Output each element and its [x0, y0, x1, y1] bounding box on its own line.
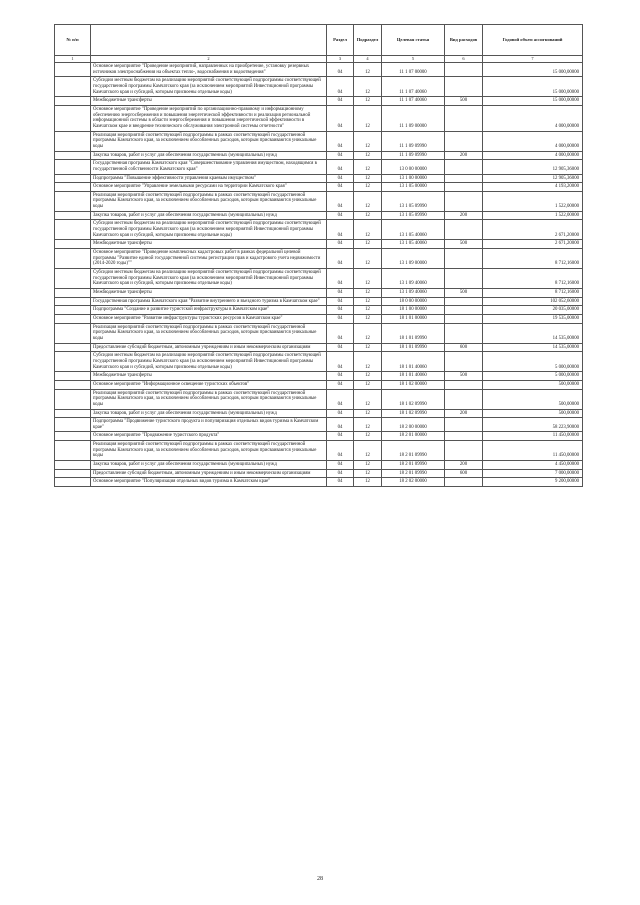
cell-podrazdel: 12 — [354, 289, 382, 298]
cell-name: Субсидии местным бюджетам на реализацию мероприятий соответствующей подпрограммы соответствующей государственной программы Камчатского края (за исключением мероприятий Инвестиционной программы Камчатского края и субсидий, которым присвоены отдельные коды) — [91, 77, 327, 97]
cell-expense-type — [445, 418, 483, 432]
cell-expense-type — [445, 183, 483, 192]
cell-expense-type: 200 — [445, 461, 483, 470]
cell-razdel: 04 — [327, 306, 354, 315]
cell-podrazdel: 12 — [354, 323, 382, 343]
cell-expense-type — [445, 191, 483, 211]
cell-number — [55, 289, 91, 298]
cell-podrazdel: 12 — [354, 191, 382, 211]
cell-number — [55, 323, 91, 343]
cell-name: Основное мероприятие "Проведение мероприятий, направленных на приобретение, установку резервных источников электроснабжения на объектах тепло-, водоснабжения и водоотведения" — [91, 63, 327, 77]
cell-podrazdel: 12 — [354, 151, 382, 160]
cell-amount: 4 000,00000 — [483, 131, 583, 151]
cell-expense-type: 600 — [445, 469, 483, 478]
cell-expense-type — [445, 105, 483, 131]
cell-expense-type — [445, 160, 483, 174]
cell-number — [55, 409, 91, 418]
table-row — [55, 174, 583, 183]
cell-razdel: 04 — [327, 314, 354, 323]
table-row — [55, 314, 583, 323]
cell-number — [55, 174, 91, 183]
cell-name: Подпрограмма "Продвижение туристского продукта и популяризация отдельных видов туризма в Камчатском крае" — [91, 418, 327, 432]
cell-razdel: 04 — [327, 183, 354, 192]
cell-amount: 12 905,36000 — [483, 160, 583, 174]
cell-podrazdel: 12 — [354, 306, 382, 315]
cell-number — [55, 389, 91, 409]
cell-name: Межбюджетные трансферты — [91, 372, 327, 381]
cell-amount: 5 000,00000 — [483, 352, 583, 372]
cell-target-article: 18 2 01 09990 — [382, 461, 445, 470]
cell-target-article: 11 1 09 09990 — [382, 151, 445, 160]
cell-target-article: 18 1 01 09990 — [382, 323, 445, 343]
cell-name: Субсидии местным бюджетам на реализацию мероприятий соответствующей подпрограммы соответствующей государственной программы Камчатского края (за исключением мероприятий Инвестиционной программы Камчатского края и субсидий, которым присвоены отдельные коды) — [91, 352, 327, 372]
cell-razdel: 04 — [327, 151, 354, 160]
cell-podrazdel: 12 — [354, 220, 382, 240]
table-row — [55, 478, 583, 487]
cell-razdel: 04 — [327, 105, 354, 131]
table-row — [55, 432, 583, 441]
table-row — [55, 389, 583, 409]
cell-podrazdel: 12 — [354, 269, 382, 289]
table-row — [55, 469, 583, 478]
cell-podrazdel: 12 — [354, 461, 382, 470]
cell-target-article: 18 2 01 00000 — [382, 432, 445, 441]
cell-amount: 4 000,00000 — [483, 105, 583, 131]
cell-target-article: 13 1 05 40060 — [382, 220, 445, 240]
cell-expense-type: 200 — [445, 409, 483, 418]
cell-razdel: 04 — [327, 352, 354, 372]
cell-expense-type — [445, 269, 483, 289]
cell-expense-type: 500 — [445, 240, 483, 249]
cell-number — [55, 160, 91, 174]
cell-amount: 102 052,60000 — [483, 297, 583, 306]
table-row — [55, 289, 583, 298]
table-row — [55, 372, 583, 381]
header-target-article: Целевая статья — [382, 25, 445, 56]
cell-expense-type — [445, 249, 483, 269]
cell-expense-type — [445, 174, 483, 183]
cell-number — [55, 240, 91, 249]
cell-target-article: 13 1 09 40060 — [382, 289, 445, 298]
cell-razdel: 04 — [327, 461, 354, 470]
cell-target-article: 18 2 02 00000 — [382, 478, 445, 487]
table-row — [55, 211, 583, 220]
cell-amount: 500,00000 — [483, 389, 583, 409]
cell-number — [55, 314, 91, 323]
document-page — [54, 24, 582, 487]
cell-expense-type: 500 — [445, 289, 483, 298]
cell-target-article: 18 1 02 09990 — [382, 389, 445, 409]
cell-number — [55, 191, 91, 211]
cell-amount: 4 000,00000 — [483, 151, 583, 160]
table-row — [55, 297, 583, 306]
cell-amount: 15 000,00000 — [483, 63, 583, 77]
cell-name: Основное мероприятие "Продвижение туристского продукта" — [91, 432, 327, 441]
table-row — [55, 191, 583, 211]
cell-name: Государственная программа Камчатского края "Развитие внутреннего и въездного туризма в Камчатском крае" — [91, 297, 327, 306]
cell-razdel: 04 — [327, 240, 354, 249]
cell-target-article: 13 1 09 00000 — [382, 249, 445, 269]
cell-target-article: 13 1 05 09990 — [382, 191, 445, 211]
cell-razdel: 04 — [327, 389, 354, 409]
cell-podrazdel: 12 — [354, 131, 382, 151]
cell-number — [55, 269, 91, 289]
cell-podrazdel: 12 — [354, 418, 382, 432]
cell-amount: 15 000,00000 — [483, 97, 583, 106]
cell-podrazdel: 12 — [354, 372, 382, 381]
cell-name: Субсидии местным бюджетам на реализацию мероприятий соответствующей подпрограммы соответствующей государственной программы Камчатского края (за исключением мероприятий Инвестиционной программы Камчатского края и субсидий, которым присвоены отдельные коды) — [91, 220, 327, 240]
cell-name: Реализация мероприятий соответствующей подпрограммы в рамках соответствующей государственной программы Камчатского края, за исключением обособленных расходов, которым присваиваются уникальные коды — [91, 131, 327, 151]
cell-expense-type: 200 — [445, 211, 483, 220]
cell-number — [55, 418, 91, 432]
cell-name: Предоставление субсидий бюджетным, автономным учреждениям и иным некоммерческим организациям — [91, 343, 327, 352]
column-number: 1 — [55, 56, 91, 63]
cell-razdel: 04 — [327, 160, 354, 174]
column-number: 7 — [483, 56, 583, 63]
cell-podrazdel: 12 — [354, 478, 382, 487]
cell-target-article: 11 1 09 09990 — [382, 131, 445, 151]
cell-amount: 4 193,20000 — [483, 183, 583, 192]
header-number: № п/п — [55, 25, 91, 56]
cell-number — [55, 211, 91, 220]
cell-amount: 1 522,00000 — [483, 211, 583, 220]
cell-amount: 12 905,36000 — [483, 174, 583, 183]
table-row — [55, 343, 583, 352]
table-row — [55, 409, 583, 418]
cell-podrazdel: 12 — [354, 343, 382, 352]
cell-name: Реализация мероприятий соответствующей подпрограммы в рамках соответствующей государственной программы Камчатского края, за исключением обособленных расходов, которым присваиваются уникальные коды — [91, 191, 327, 211]
cell-target-article: 18 2 00 00000 — [382, 418, 445, 432]
cell-number — [55, 151, 91, 160]
cell-number — [55, 249, 91, 269]
cell-razdel: 04 — [327, 174, 354, 183]
cell-expense-type: 500 — [445, 97, 483, 106]
page-number: 28 — [317, 876, 323, 882]
table-row — [55, 352, 583, 372]
cell-number — [55, 297, 91, 306]
table-body — [55, 63, 583, 487]
column-number-row — [55, 56, 583, 63]
cell-razdel: 04 — [327, 289, 354, 298]
header-razdel: Раздел — [327, 25, 354, 56]
cell-target-article: 11 1 07 00000 — [382, 63, 445, 77]
cell-name: Основное мероприятие "Развитие инфраструктуры туристских ресурсов в Камчатском крае" — [91, 314, 327, 323]
table-row — [55, 306, 583, 315]
cell-amount: 14 535,00000 — [483, 323, 583, 343]
cell-target-article: 18 1 02 09990 — [382, 409, 445, 418]
cell-target-article: 18 1 01 09990 — [382, 343, 445, 352]
cell-amount: 8 712,16000 — [483, 249, 583, 269]
cell-name: Реализация мероприятий соответствующей подпрограммы в рамках соответствующей государственной программы Камчатского края, за исключением обособленных расходов, которым присваиваются уникальные коды — [91, 389, 327, 409]
cell-razdel: 04 — [327, 372, 354, 381]
table-row — [55, 160, 583, 174]
cell-amount: 11 450,00000 — [483, 432, 583, 441]
table-row — [55, 269, 583, 289]
cell-razdel: 04 — [327, 441, 354, 461]
cell-podrazdel: 12 — [354, 352, 382, 372]
cell-number — [55, 441, 91, 461]
cell-razdel: 04 — [327, 77, 354, 97]
cell-razdel: 04 — [327, 409, 354, 418]
table-row — [55, 220, 583, 240]
cell-target-article: 18 1 01 00000 — [382, 314, 445, 323]
cell-number — [55, 461, 91, 470]
column-number: 4 — [354, 56, 382, 63]
cell-name: Предоставление субсидий бюджетным, автономным учреждениям и иным некоммерческим организациям — [91, 469, 327, 478]
cell-razdel: 04 — [327, 249, 354, 269]
table-row — [55, 461, 583, 470]
cell-target-article: 13 1 00 00000 — [382, 174, 445, 183]
cell-name: Закупка товаров, работ и услуг для обеспечения государственных (муниципальных) нужд — [91, 461, 327, 470]
cell-target-article: 18 2 01 09990 — [382, 441, 445, 461]
cell-expense-type: 600 — [445, 343, 483, 352]
table-row — [55, 131, 583, 151]
cell-amount: 4 450,00000 — [483, 461, 583, 470]
cell-razdel: 04 — [327, 323, 354, 343]
cell-razdel: 04 — [327, 211, 354, 220]
cell-amount: 5 000,00000 — [483, 372, 583, 381]
table-row — [55, 63, 583, 77]
cell-target-article: 11 1 07 40060 — [382, 77, 445, 97]
cell-expense-type — [445, 441, 483, 461]
cell-name: Реализация мероприятий соответствующей подпрограммы в рамках соответствующей государственной программы Камчатского края, за исключением обособленных расходов, которым присваиваются уникальные коды — [91, 323, 327, 343]
cell-amount: 8 712,16000 — [483, 269, 583, 289]
cell-podrazdel: 12 — [354, 389, 382, 409]
cell-expense-type — [445, 352, 483, 372]
table-row — [55, 97, 583, 106]
cell-amount: 8 712,16000 — [483, 289, 583, 298]
cell-target-article: 13 1 09 40060 — [382, 269, 445, 289]
table-row — [55, 183, 583, 192]
cell-podrazdel: 12 — [354, 441, 382, 461]
cell-name: Подпрограмма "Создание и развитие туристской инфраструктуры в Камчатском крае" — [91, 306, 327, 315]
cell-number — [55, 105, 91, 131]
cell-name: Закупка товаров, работ и услуг для обеспечения государственных (муниципальных) нужд — [91, 409, 327, 418]
cell-expense-type — [445, 297, 483, 306]
cell-target-article: 18 1 01 40060 — [382, 372, 445, 381]
cell-number — [55, 432, 91, 441]
table-row — [55, 77, 583, 97]
cell-target-article: 18 0 00 00000 — [382, 297, 445, 306]
cell-razdel: 04 — [327, 478, 354, 487]
cell-target-article: 13 1 05 09990 — [382, 211, 445, 220]
cell-expense-type — [445, 314, 483, 323]
cell-expense-type — [445, 77, 483, 97]
cell-razdel: 04 — [327, 220, 354, 240]
cell-podrazdel: 12 — [354, 409, 382, 418]
budget-allocation-table — [54, 24, 583, 487]
cell-name: Основное мероприятие "Управление земельными ресурсами на территории Камчатского края" — [91, 183, 327, 192]
cell-name: Реализация мероприятий соответствующей подпрограммы в рамках соответствующей государственной программы Камчатского края, за исключением обособленных расходов, которым присваиваются уникальные коды — [91, 441, 327, 461]
cell-expense-type — [445, 220, 483, 240]
cell-amount: 7 000,00000 — [483, 469, 583, 478]
cell-target-article: 18 1 01 40060 — [382, 352, 445, 372]
cell-amount: 15 000,00000 — [483, 77, 583, 97]
cell-podrazdel: 12 — [354, 211, 382, 220]
cell-name: Подпрограмма "Повышение эффективности управления краевым имуществом" — [91, 174, 327, 183]
cell-podrazdel: 12 — [354, 77, 382, 97]
cell-number — [55, 77, 91, 97]
cell-name: Закупка товаров, работ и услуг для обеспечения государственных (муниципальных) нужд — [91, 151, 327, 160]
cell-podrazdel: 12 — [354, 183, 382, 192]
cell-target-article: 13 1 05 00000 — [382, 183, 445, 192]
cell-name: Закупка товаров, работ и услуг для обеспечения государственных (муниципальных) нужд — [91, 211, 327, 220]
cell-expense-type — [445, 323, 483, 343]
cell-razdel: 04 — [327, 469, 354, 478]
column-number: 6 — [445, 56, 483, 63]
cell-amount: 11 450,00000 — [483, 441, 583, 461]
cell-number — [55, 131, 91, 151]
cell-target-article: 18 1 00 00000 — [382, 306, 445, 315]
header-name — [91, 25, 327, 56]
cell-target-article: 18 2 01 09990 — [382, 469, 445, 478]
header-podrazdel: Подраздел — [354, 25, 382, 56]
cell-number — [55, 306, 91, 315]
cell-target-article: 11 1 09 00000 — [382, 105, 445, 131]
cell-podrazdel: 12 — [354, 432, 382, 441]
cell-razdel: 04 — [327, 131, 354, 151]
cell-number — [55, 380, 91, 389]
cell-podrazdel: 12 — [354, 97, 382, 106]
cell-number — [55, 220, 91, 240]
cell-number — [55, 372, 91, 381]
cell-amount: 58 223,90000 — [483, 418, 583, 432]
cell-podrazdel: 12 — [354, 160, 382, 174]
cell-target-article: 13 1 05 40060 — [382, 240, 445, 249]
cell-name: Основное мероприятие "Проведение комплексных кадастровых работ в рамках федеральной целевой программы "Развитие единой государственной системы регистрации прав и кадастрового учета недвижимости (2014-2020 годы)"" — [91, 249, 327, 269]
cell-amount: 2 671,20000 — [483, 240, 583, 249]
cell-amount: 14 535,00000 — [483, 343, 583, 352]
table-row — [55, 105, 583, 131]
cell-number — [55, 97, 91, 106]
cell-name: Основное мероприятие "Популяризация отдельных видов туризма в Камчатском крае" — [91, 478, 327, 487]
column-number: 3 — [327, 56, 354, 63]
cell-razdel: 04 — [327, 380, 354, 389]
table-row — [55, 323, 583, 343]
table-row — [55, 151, 583, 160]
cell-number — [55, 183, 91, 192]
cell-number — [55, 352, 91, 372]
cell-razdel: 04 — [327, 97, 354, 106]
cell-podrazdel: 12 — [354, 314, 382, 323]
cell-name: Межбюджетные трансферты — [91, 240, 327, 249]
cell-target-article: 13 0 00 00000 — [382, 160, 445, 174]
cell-podrazdel: 12 — [354, 105, 382, 131]
cell-razdel: 04 — [327, 269, 354, 289]
table-row — [55, 240, 583, 249]
cell-amount: 9 200,00000 — [483, 478, 583, 487]
cell-podrazdel: 12 — [354, 240, 382, 249]
cell-expense-type — [445, 380, 483, 389]
table-row — [55, 418, 583, 432]
cell-name: Государственная программа Камчатского края "Совершенствование управления имуществом, находящимся в государственной собственности Камчатского края" — [91, 160, 327, 174]
cell-name: Основное мероприятие "Информационное освещение туристских объектов" — [91, 380, 327, 389]
cell-target-article: 11 1 07 40060 — [382, 97, 445, 106]
cell-podrazdel: 12 — [354, 174, 382, 183]
cell-podrazdel: 12 — [354, 297, 382, 306]
cell-name: Субсидии местным бюджетам на реализацию мероприятий соответствующей подпрограммы соответствующей государственной программы Камчатского края (за исключением мероприятий Инвестиционной программы Камчатского края и субсидий, которым присвоены отдельные коды) — [91, 269, 327, 289]
cell-razdel: 04 — [327, 418, 354, 432]
cell-expense-type — [445, 306, 483, 315]
cell-amount: 19 535,00000 — [483, 314, 583, 323]
cell-name: Основное мероприятие "Проведение мероприятий по организационно-правовому и информационному обеспечению энергосбережения и повышения энергетической эффективности и реализация региональной информационной системы в области энергосбережения и повышения энергетической эффективности в Камчатском крае и внедрение технического обслуживания электронной системы отчетности" — [91, 105, 327, 131]
cell-amount: 1 522,00000 — [483, 191, 583, 211]
cell-expense-type: 200 — [445, 151, 483, 160]
cell-expense-type — [445, 63, 483, 77]
cell-razdel: 04 — [327, 191, 354, 211]
column-number: 5 — [382, 56, 445, 63]
cell-target-article: 18 1 02 00000 — [382, 380, 445, 389]
header-annual-amount: Годовой объем ассигнований — [483, 25, 583, 56]
cell-expense-type — [445, 432, 483, 441]
table-row — [55, 380, 583, 389]
header-expense-type: Вид расходов — [445, 25, 483, 56]
cell-razdel: 04 — [327, 432, 354, 441]
table-row — [55, 249, 583, 269]
cell-podrazdel: 12 — [354, 249, 382, 269]
cell-expense-type — [445, 131, 483, 151]
cell-amount: 500,00000 — [483, 380, 583, 389]
cell-number — [55, 469, 91, 478]
cell-name: Межбюджетные трансферты — [91, 289, 327, 298]
cell-expense-type — [445, 389, 483, 409]
cell-podrazdel: 12 — [354, 469, 382, 478]
cell-amount: 500,00000 — [483, 409, 583, 418]
cell-podrazdel: 12 — [354, 380, 382, 389]
cell-podrazdel: 12 — [354, 63, 382, 77]
cell-amount: 2 671,20000 — [483, 220, 583, 240]
cell-expense-type: 500 — [445, 372, 483, 381]
column-number: 2 — [91, 56, 327, 63]
header-row — [55, 25, 583, 56]
cell-razdel: 04 — [327, 343, 354, 352]
table-row — [55, 441, 583, 461]
cell-number — [55, 343, 91, 352]
cell-razdel: 04 — [327, 297, 354, 306]
cell-expense-type — [445, 478, 483, 487]
cell-razdel: 04 — [327, 63, 354, 77]
cell-number — [55, 478, 91, 487]
cell-amount: 20 035,00000 — [483, 306, 583, 315]
cell-name: Межбюджетные трансферты — [91, 97, 327, 106]
cell-number — [55, 63, 91, 77]
